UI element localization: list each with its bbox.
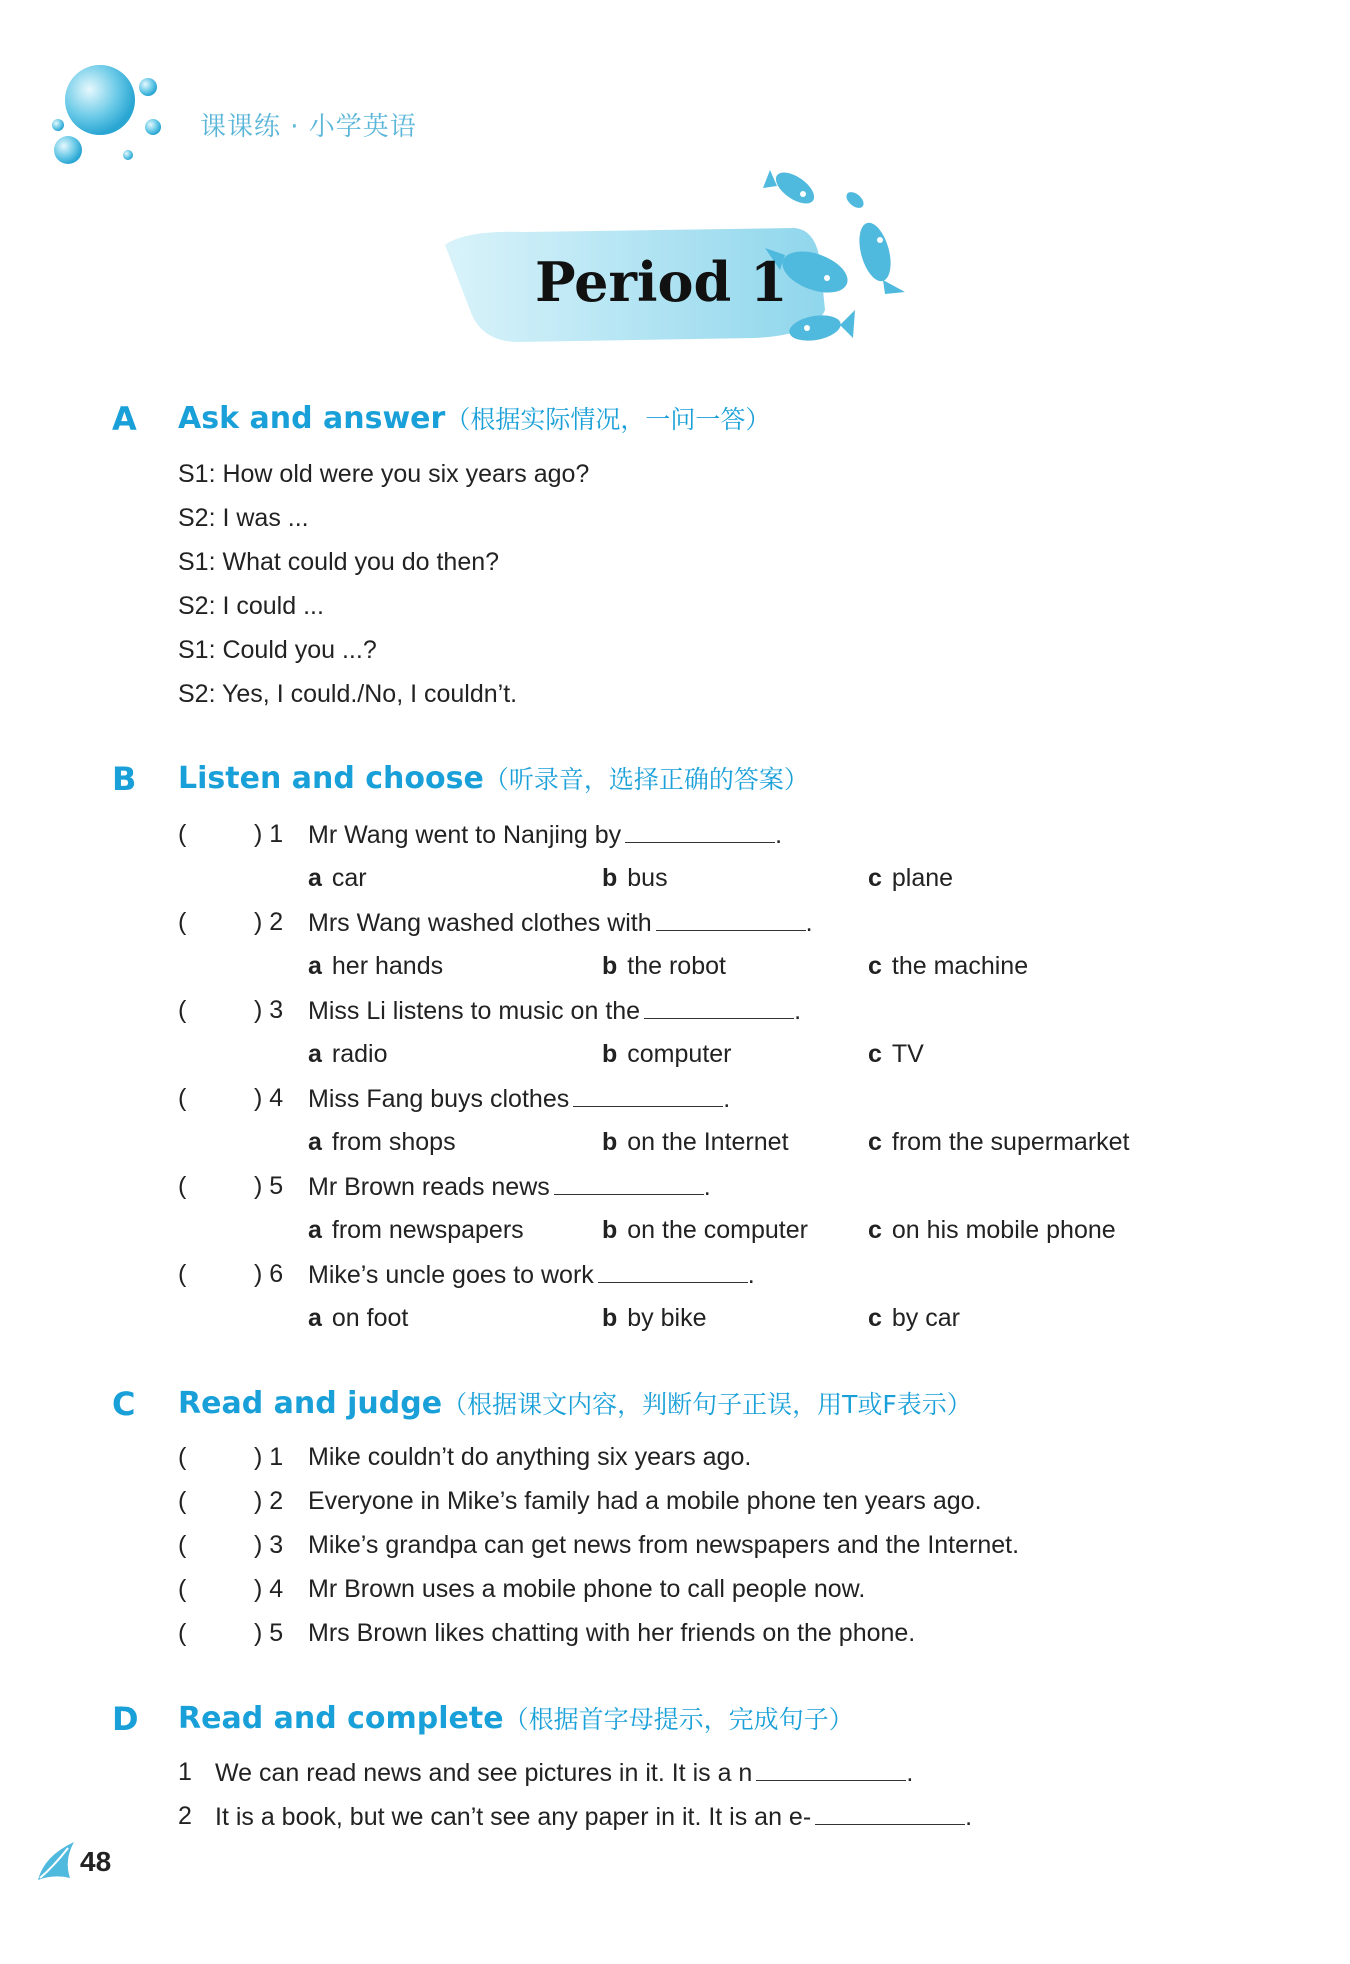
- answer-paren[interactable]: (: [178, 1575, 187, 1603]
- question-stem: Mrs Wang washed clothes with: [308, 909, 652, 937]
- question-stem: Mr Wang went to Nanjing by: [308, 821, 622, 849]
- statement-text: Everyone in Mike’s family had a mobile phone ten years ago.: [308, 1487, 982, 1515]
- answer-blank[interactable]: [815, 1802, 965, 1825]
- question-text: Mike’s uncle goes to work .: [308, 1261, 755, 1289]
- option-letter: b: [602, 1216, 618, 1244]
- option-letter: a: [308, 1216, 322, 1244]
- option-text: computer: [627, 1040, 732, 1068]
- option-c: [868, 952, 1028, 981]
- statement-text: Mike couldn’t do anything six years ago.: [308, 1443, 752, 1471]
- section-b-letter: B: [112, 760, 137, 798]
- answer-paren[interactable]: (: [178, 820, 187, 848]
- answer-paren[interactable]: (: [178, 1443, 187, 1471]
- option-text: on the computer: [627, 1216, 808, 1244]
- option-b: [602, 952, 726, 981]
- answer-paren[interactable]: (: [178, 1531, 187, 1559]
- page-number: 48: [80, 1846, 112, 1877]
- question-number: 1: [178, 1758, 192, 1786]
- option-text: TV: [891, 1040, 924, 1068]
- question-number: ) 3: [254, 996, 284, 1024]
- sentence-stem: We can read news and see pictures in it. It is a n: [215, 1759, 753, 1787]
- answer-blank[interactable]: [625, 820, 775, 843]
- option-text: on foot: [331, 1304, 409, 1332]
- period-title: Period 1: [535, 250, 788, 314]
- option-letter: c: [868, 1216, 882, 1244]
- answer-paren[interactable]: (: [178, 996, 187, 1024]
- option-text: her hands: [331, 952, 444, 980]
- question-stem: Mike’s uncle goes to work: [308, 1261, 594, 1289]
- option-b: [602, 1128, 789, 1157]
- question-text: Mr Brown reads news .: [308, 1173, 711, 1201]
- question-text: Mrs Wang washed clothes with .: [308, 909, 813, 937]
- option-c: [868, 1216, 1116, 1245]
- option-letter: b: [602, 952, 618, 980]
- question-number: ) 2: [254, 1487, 284, 1515]
- option-text: from the supermarket: [891, 1128, 1130, 1156]
- question-number: ) 1: [254, 1443, 284, 1471]
- question-number: 2: [178, 1802, 192, 1830]
- question-number: ) 2: [254, 908, 284, 936]
- statement-text: Mrs Brown likes chatting with her friends on the phone.: [308, 1619, 916, 1647]
- answer-blank[interactable]: [598, 1260, 748, 1283]
- section-b-title: [178, 760, 809, 796]
- question-number: ) 5: [254, 1619, 284, 1647]
- option-letter: c: [868, 864, 882, 892]
- sentence-stem: It is a book, but we can’t see any paper in it. It is an e-: [215, 1803, 812, 1831]
- answer-paren[interactable]: (: [178, 908, 187, 936]
- option-letter: c: [868, 1040, 882, 1068]
- option-b: [602, 1304, 707, 1333]
- option-letter: a: [308, 952, 322, 980]
- answer-paren[interactable]: (: [178, 1084, 187, 1112]
- dialogue-line: S1: What could you do then?: [178, 548, 500, 576]
- answer-paren[interactable]: (: [178, 1619, 187, 1647]
- section-d-title: [178, 1700, 854, 1736]
- option-letter: a: [308, 1304, 322, 1332]
- answer-paren[interactable]: (: [178, 1260, 187, 1288]
- question-number: ) 1: [254, 820, 284, 848]
- option-a: [308, 1128, 456, 1157]
- option-c: [868, 1304, 960, 1333]
- question-number: ) 3: [254, 1531, 284, 1559]
- question-stem: Miss Fang buys clothes: [308, 1085, 570, 1113]
- option-c: [868, 1128, 1130, 1157]
- option-text: from newspapers: [331, 1216, 524, 1244]
- answer-blank[interactable]: [554, 1172, 704, 1195]
- section-c-title: [178, 1385, 972, 1421]
- option-text: the machine: [891, 952, 1029, 980]
- dialogue-line: S2: I could ...: [178, 592, 324, 620]
- option-b: [602, 864, 668, 893]
- option-a: [308, 1216, 524, 1245]
- section-c-letter: C: [112, 1385, 136, 1423]
- option-a: [308, 1040, 388, 1069]
- question-number: ) 6: [254, 1260, 284, 1288]
- option-text: by bike: [627, 1304, 707, 1332]
- option-text: by car: [891, 1304, 960, 1332]
- section-c-title-cn: （根据课文内容，判断句子正误，用T或F表示）: [442, 1390, 972, 1419]
- bubbles-decoration: [40, 55, 180, 175]
- answer-blank[interactable]: [573, 1084, 723, 1107]
- option-a: [308, 952, 443, 981]
- sentence-text: We can read news and see pictures in it. It is a n .: [215, 1759, 914, 1787]
- dialogue-line: S1: How old were you six years ago?: [178, 460, 590, 488]
- dialogue-line: S1: Could you ...?: [178, 636, 377, 664]
- option-letter: c: [868, 1128, 882, 1156]
- section-a-title-cn: （根据实际情况，一问一答）: [445, 405, 771, 434]
- option-text: plane: [891, 864, 954, 892]
- section-c-title-en: Read and judge: [178, 1386, 443, 1421]
- option-letter: b: [602, 1128, 618, 1156]
- question-text: Miss Li listens to music on the .: [308, 997, 802, 1025]
- section-a-title: [178, 400, 770, 436]
- option-a: [308, 864, 367, 893]
- option-text: on his mobile phone: [891, 1216, 1116, 1244]
- question-number: ) 4: [254, 1084, 284, 1112]
- option-a: [308, 1304, 408, 1333]
- option-letter: c: [868, 952, 882, 980]
- series-title: 课课练 · 小学英语: [200, 112, 417, 142]
- option-b: [602, 1040, 732, 1069]
- question-stem: Miss Li listens to music on the: [308, 997, 641, 1025]
- question-text: Miss Fang buys clothes .: [308, 1085, 731, 1113]
- leaf-icon: [34, 1836, 84, 1884]
- option-letter: b: [602, 1304, 618, 1332]
- option-text: on the Internet: [627, 1128, 789, 1156]
- section-d-title-en: Read and complete: [178, 1701, 504, 1736]
- answer-paren[interactable]: (: [178, 1172, 187, 1200]
- option-letter: a: [308, 1128, 322, 1156]
- option-letter: b: [602, 1040, 618, 1068]
- section-d-letter: D: [112, 1700, 139, 1738]
- option-letter: c: [868, 1304, 882, 1332]
- statement-text: Mike’s grandpa can get news from newspapers and the Internet.: [308, 1531, 1020, 1559]
- option-text: car: [331, 864, 367, 892]
- question-number: ) 5: [254, 1172, 284, 1200]
- option-text: from shops: [331, 1128, 456, 1156]
- dialogue-line: S2: I was ...: [178, 504, 309, 532]
- question-stem: Mr Brown reads news: [308, 1173, 550, 1201]
- option-c: [868, 1040, 924, 1069]
- option-text: radio: [331, 1040, 388, 1068]
- option-c: [868, 864, 953, 893]
- question-number: ) 4: [254, 1575, 284, 1603]
- question-text: Mr Wang went to Nanjing by .: [308, 821, 783, 849]
- dialogue-line: S2: Yes, I could./No, I couldn’t.: [178, 680, 518, 708]
- section-d-title-cn: （根据首字母提示，完成句子）: [503, 1705, 854, 1734]
- answer-paren[interactable]: (: [178, 1487, 187, 1515]
- sentence-text: It is a book, but we can’t see any paper in it. It is an e- .: [215, 1803, 973, 1831]
- answer-blank[interactable]: [656, 908, 806, 931]
- section-a-title-en: Ask and answer: [178, 401, 446, 436]
- option-text: the robot: [627, 952, 726, 980]
- section-a-letter: A: [112, 400, 137, 438]
- answer-blank[interactable]: [756, 1758, 906, 1781]
- option-letter: a: [308, 864, 322, 892]
- option-text: bus: [627, 864, 668, 892]
- statement-text: Mr Brown uses a mobile phone to call people now.: [308, 1575, 866, 1603]
- answer-blank[interactable]: [644, 996, 794, 1019]
- section-b-title-en: Listen and choose: [178, 761, 484, 796]
- section-b-title-cn: （听录音，选择正确的答案）: [483, 765, 809, 794]
- option-letter: b: [602, 864, 618, 892]
- option-b: [602, 1216, 808, 1245]
- option-letter: a: [308, 1040, 322, 1068]
